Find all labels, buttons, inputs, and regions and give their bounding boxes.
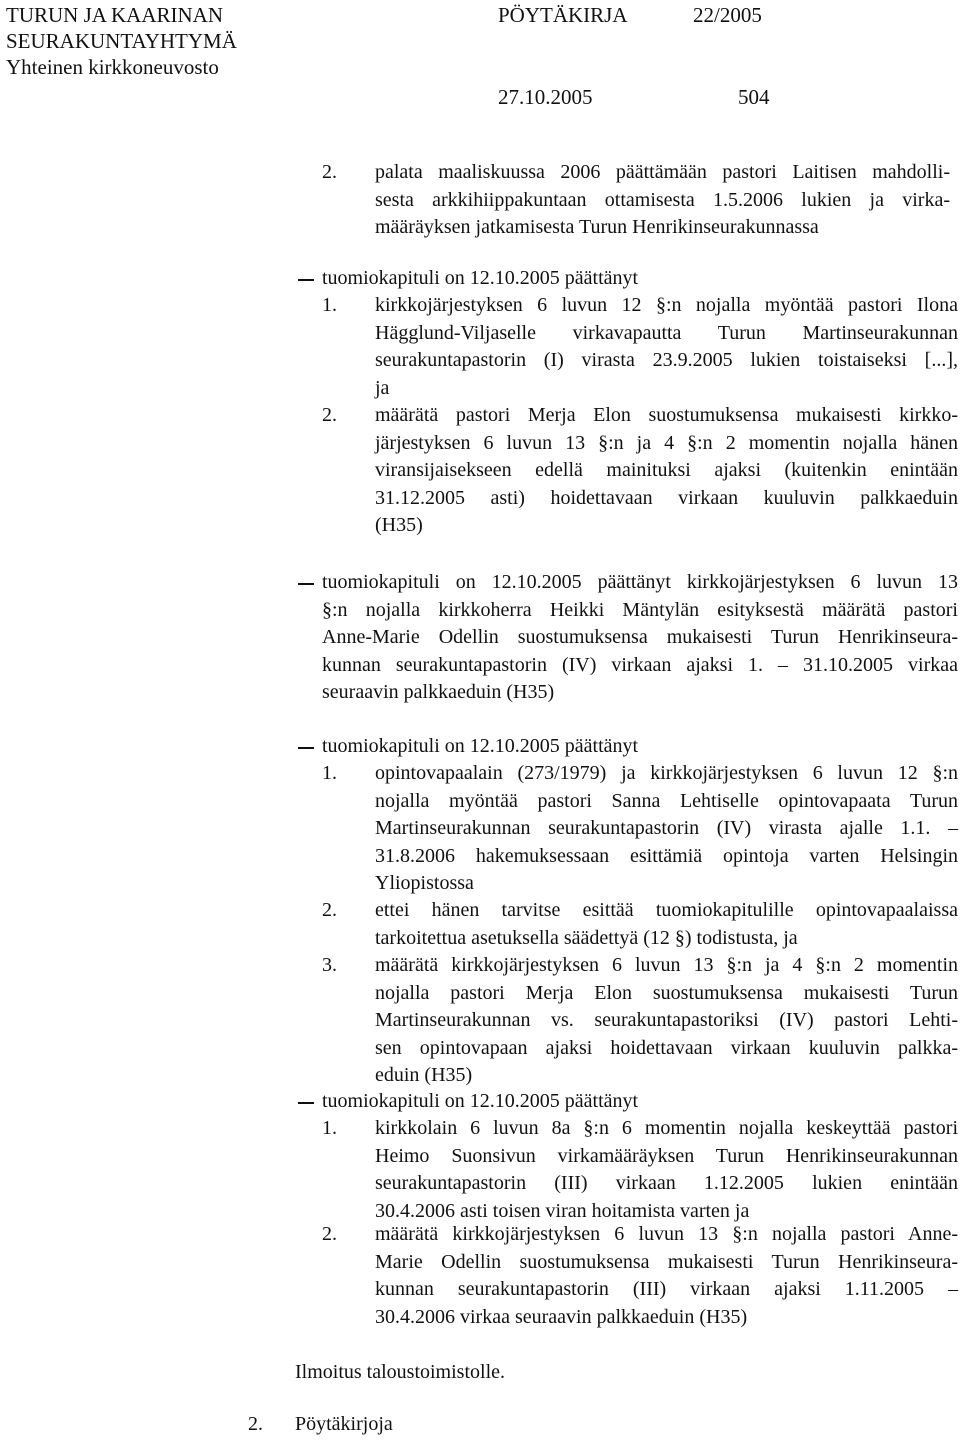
doc-number: 22/2005 <box>693 3 762 27</box>
text-line: §:n nojalla kirkkoherra Heikki Mäntylän esityksestä määrätä pastori <box>322 598 958 621</box>
block4-item3-text <box>375 952 958 1090</box>
text-line: nojalla myöntää pastori Sanna Lehtiselle opintovapaata Turun <box>375 789 958 812</box>
block2-item2-text <box>375 402 958 540</box>
text-line: seuraavin palkkaeduin (H35) <box>322 681 555 703</box>
text-line: Yliopistossa <box>375 872 474 894</box>
block4-item3-number: 3. <box>322 954 337 976</box>
block4-intro: tuomiokapituli on 12.10.2005 päättänyt <box>322 735 639 757</box>
block2-intro: tuomiokapituli on 12.10.2005 päättänyt <box>322 267 639 289</box>
dash-bullet <box>298 1102 314 1104</box>
text-line: järjestyksen 6 luvun 13 §:n ja 4 §:n 2 momentin nojalla hänen <box>375 431 958 454</box>
doc-type: PÖYTÄKIRJA <box>498 3 628 27</box>
text-line: 30.4.2006 virkaa seuraavin palkkaeduin (H35) <box>375 1305 748 1328</box>
text-line: Martinseurakunnan seurakuntapastorin (IV) virasta ajalle 1.1. – <box>375 817 958 839</box>
text-line: Heimo Suonsivun virkamääräyksen Turun Henrikinseurakunnan <box>375 1144 958 1167</box>
text-line: kunnan seurakuntapastorin (III) virkaan ajaksi 1.11.2005 – <box>375 1278 958 1300</box>
text-line: Marie Odellin suostumuksensa mukaisesti Turun Henrikinseura- <box>375 1250 958 1273</box>
block2-item1-number: 1. <box>322 294 337 316</box>
block1-item-text <box>375 159 950 242</box>
doc-date: 27.10.2005 <box>498 85 593 109</box>
block2-item1-text <box>375 292 958 402</box>
text-line: Hägglund-Viljaselle virkavapautta Turun Martinseurakunnan <box>375 321 958 344</box>
block5-item1-text <box>375 1115 958 1225</box>
dash-bullet <box>298 747 314 749</box>
text-line: Martinseurakunnan vs. seurakuntapastoriksi (IV) pastori Lehti- <box>375 1009 958 1031</box>
page-number: 504 <box>738 85 770 109</box>
block5-item2-text <box>375 1221 958 1331</box>
org-name-line3: Yhteinen kirkkoneuvosto <box>6 55 219 79</box>
block5-item1-number: 1. <box>322 1117 337 1139</box>
block2-item2-number: 2. <box>322 404 337 426</box>
block3-text <box>322 569 958 707</box>
text-line: kirkkojärjestyksen 6 luvun 12 §:n nojalla myöntää pastori Ilona <box>375 294 958 316</box>
text-line: Anne-Marie Odellin suostumuksensa mukaisesti Turun Henrikinseura- <box>322 626 958 648</box>
text-line: palata maaliskuussa 2006 päättämään pastori Laitisen mahdolli- <box>375 161 950 183</box>
text-line: ettei hänen tarvitse esittää tuomiokapitulille opintovapaalaissa <box>375 899 958 921</box>
text-line: sen opintovapaan ajaksi hoidettavaan virkaan kuuluvin palkka- <box>375 1036 958 1059</box>
text-line: 31.12.2005 asti) hoidettavaan virkaan kuuluvin palkkaeduin <box>375 486 958 509</box>
text-line: tuomiokapituli on 12.10.2005 päättänyt kirkkojärjestyksen 6 luvun 13 <box>322 571 958 593</box>
text-line: eduin (H35) <box>375 1064 473 1086</box>
text-line: määrätä kirkkojärjestyksen 6 luvun 13 §:n nojalla pastori Anne- <box>375 1223 958 1245</box>
text-line: kirkkolain 6 luvun 8a §:n 6 momentin nojalla keskeyttää pastori <box>375 1117 958 1139</box>
section-title: Pöytäkirjoja <box>295 1413 393 1435</box>
text-line: 31.8.2006 hakemuksessaan esittämiä opintoja varten Helsingin <box>375 844 958 867</box>
dash-bullet <box>298 583 314 585</box>
text-line: ja <box>375 376 390 399</box>
block4-item1-text <box>375 760 958 898</box>
block5-intro: tuomiokapituli on 12.10.2005 päättänyt <box>322 1090 639 1112</box>
text-line: määrätä pastori Merja Elon suostumuksensa mukaisesti kirkko- <box>375 404 958 426</box>
text-line: viransijaisekseen edellä mainituksi ajaksi (kuitenkin enintään <box>375 459 958 481</box>
text-line: kunnan seurakuntapastorin (IV) virkaan ajaksi 1. – 31.10.2005 virkaa <box>322 653 958 676</box>
text-line: 30.4.2006 asti toisen viran hoitamista varten ja <box>375 1199 750 1222</box>
text-line: tarkoitettua asetuksella säädettyä (12 §) todistusta, ja <box>375 926 798 949</box>
org-name-line1: TURUN JA KAARINAN <box>6 3 224 27</box>
text-line: sesta arkkihiippakuntaan ottamisesta 1.5.2006 lukien ja virka- <box>375 188 950 211</box>
block4-item2-text <box>375 897 958 952</box>
text-line: määräyksen jatkamisesta Turun Henrikinseurakunnassa <box>375 216 819 238</box>
block5-item2-number: 2. <box>322 1223 337 1245</box>
text-line: opintovapaalain (273/1979) ja kirkkojärjestyksen 6 luvun 12 §:n <box>375 762 958 784</box>
text-line: nojalla pastori Merja Elon suostumuksensa mukaisesti Turun <box>375 981 958 1004</box>
block4-item1-number: 1. <box>322 762 337 784</box>
block4-item2-number: 2. <box>322 899 337 921</box>
text-line: seurakuntapastorin (III) virkaan 1.12.2005 lukien enintään <box>375 1172 958 1194</box>
block1-item-number: 2. <box>322 161 337 183</box>
notice-text: Ilmoitus taloustoimistolle. <box>295 1361 505 1383</box>
text-line: (H35) <box>375 514 423 536</box>
section-number: 2. <box>248 1413 263 1435</box>
org-name-line2: SEURAKUNTAYHTYMÄ <box>6 29 237 53</box>
text-line: määrätä kirkkojärjestyksen 6 luvun 13 §:n ja 4 §:n 2 momentin <box>375 954 958 976</box>
text-line: seurakuntapastorin (I) virasta 23.9.2005 lukien toistaiseksi [...], <box>375 349 958 371</box>
dash-bullet <box>298 279 314 281</box>
